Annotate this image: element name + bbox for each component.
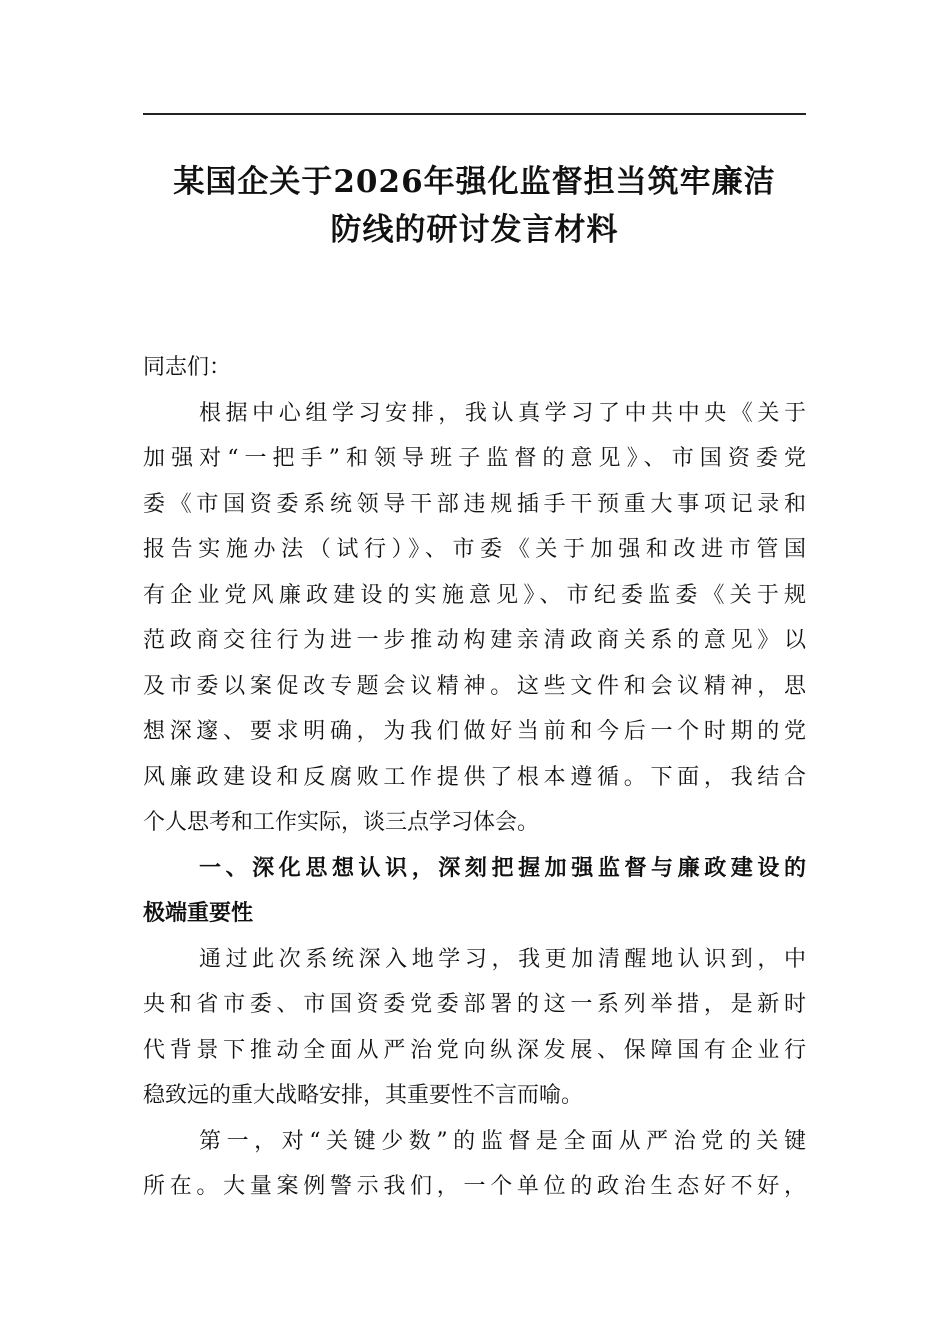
paragraph-line: 通过此次系统深入地学习，我更加清醒地认识到，中 — [199, 946, 806, 972]
paragraph-line: 风廉政建设和反腐败工作提供了根本遵循。下面，我结合 — [143, 764, 806, 790]
paragraph-line: 加强对“一把手”和领导班子监督的意见》、市国资委党 — [143, 446, 806, 471]
paragraph-line: 稳致远的重大战略安排，其重要性不言而喻。 — [143, 1083, 584, 1108]
paragraph-line: 代背景下推动全面从严治党向纵深发展、保障国有企业行 — [143, 1037, 806, 1063]
paragraph-line: 有企业党风廉政建设的实施意见》、市纪委监委《关于规 — [143, 582, 806, 608]
paragraph-line: 想深邃、要求明确，为我们做好当前和今后一个时期的党 — [143, 719, 806, 744]
title-line: 防线的研讨发言材料 — [330, 212, 619, 248]
paragraph-line: 所在。大量案例警示我们，一个单位的政治生态好不好， — [143, 1174, 806, 1199]
document-title — [143, 158, 806, 254]
document-body — [143, 345, 806, 1210]
paragraph-line: 范政商交往行为进一步推动构建亲清政商关系的意见》以 — [143, 628, 806, 653]
paragraph-line: 个人思考和工作实际，谈三点学习体会。 — [143, 810, 540, 835]
paragraph-line: 委《市国资委系统领导干部违规插手干预重大事项记录和 — [143, 491, 806, 517]
paragraph-line: 央和省市委、市国资委党委部署的这一系列举措，是新时 — [143, 992, 806, 1017]
paragraph-line: 第一，对“关键少数”的监督是全面从严治党的关键 — [199, 1128, 806, 1154]
header-rule — [143, 113, 806, 115]
section-heading-line: 极端重要性 — [143, 901, 254, 926]
paragraph-line: 及市委以案促改专题会议精神。这些文件和会议精神，思 — [143, 673, 806, 699]
section-heading-line: 一、深化思想认识，深刻把握加强监督与廉政建设的 — [199, 855, 806, 881]
paragraph-line: 根据中心组学习安排，我认真学习了中共中央《关于 — [199, 400, 806, 426]
paragraph-line: 报告实施办法（试行）》、市委《关于加强和改进市管国 — [143, 537, 806, 562]
salutation: 同志们： — [143, 355, 232, 380]
title-line: 某国企关于2026年强化监督担当筑牢廉洁 — [173, 164, 776, 200]
